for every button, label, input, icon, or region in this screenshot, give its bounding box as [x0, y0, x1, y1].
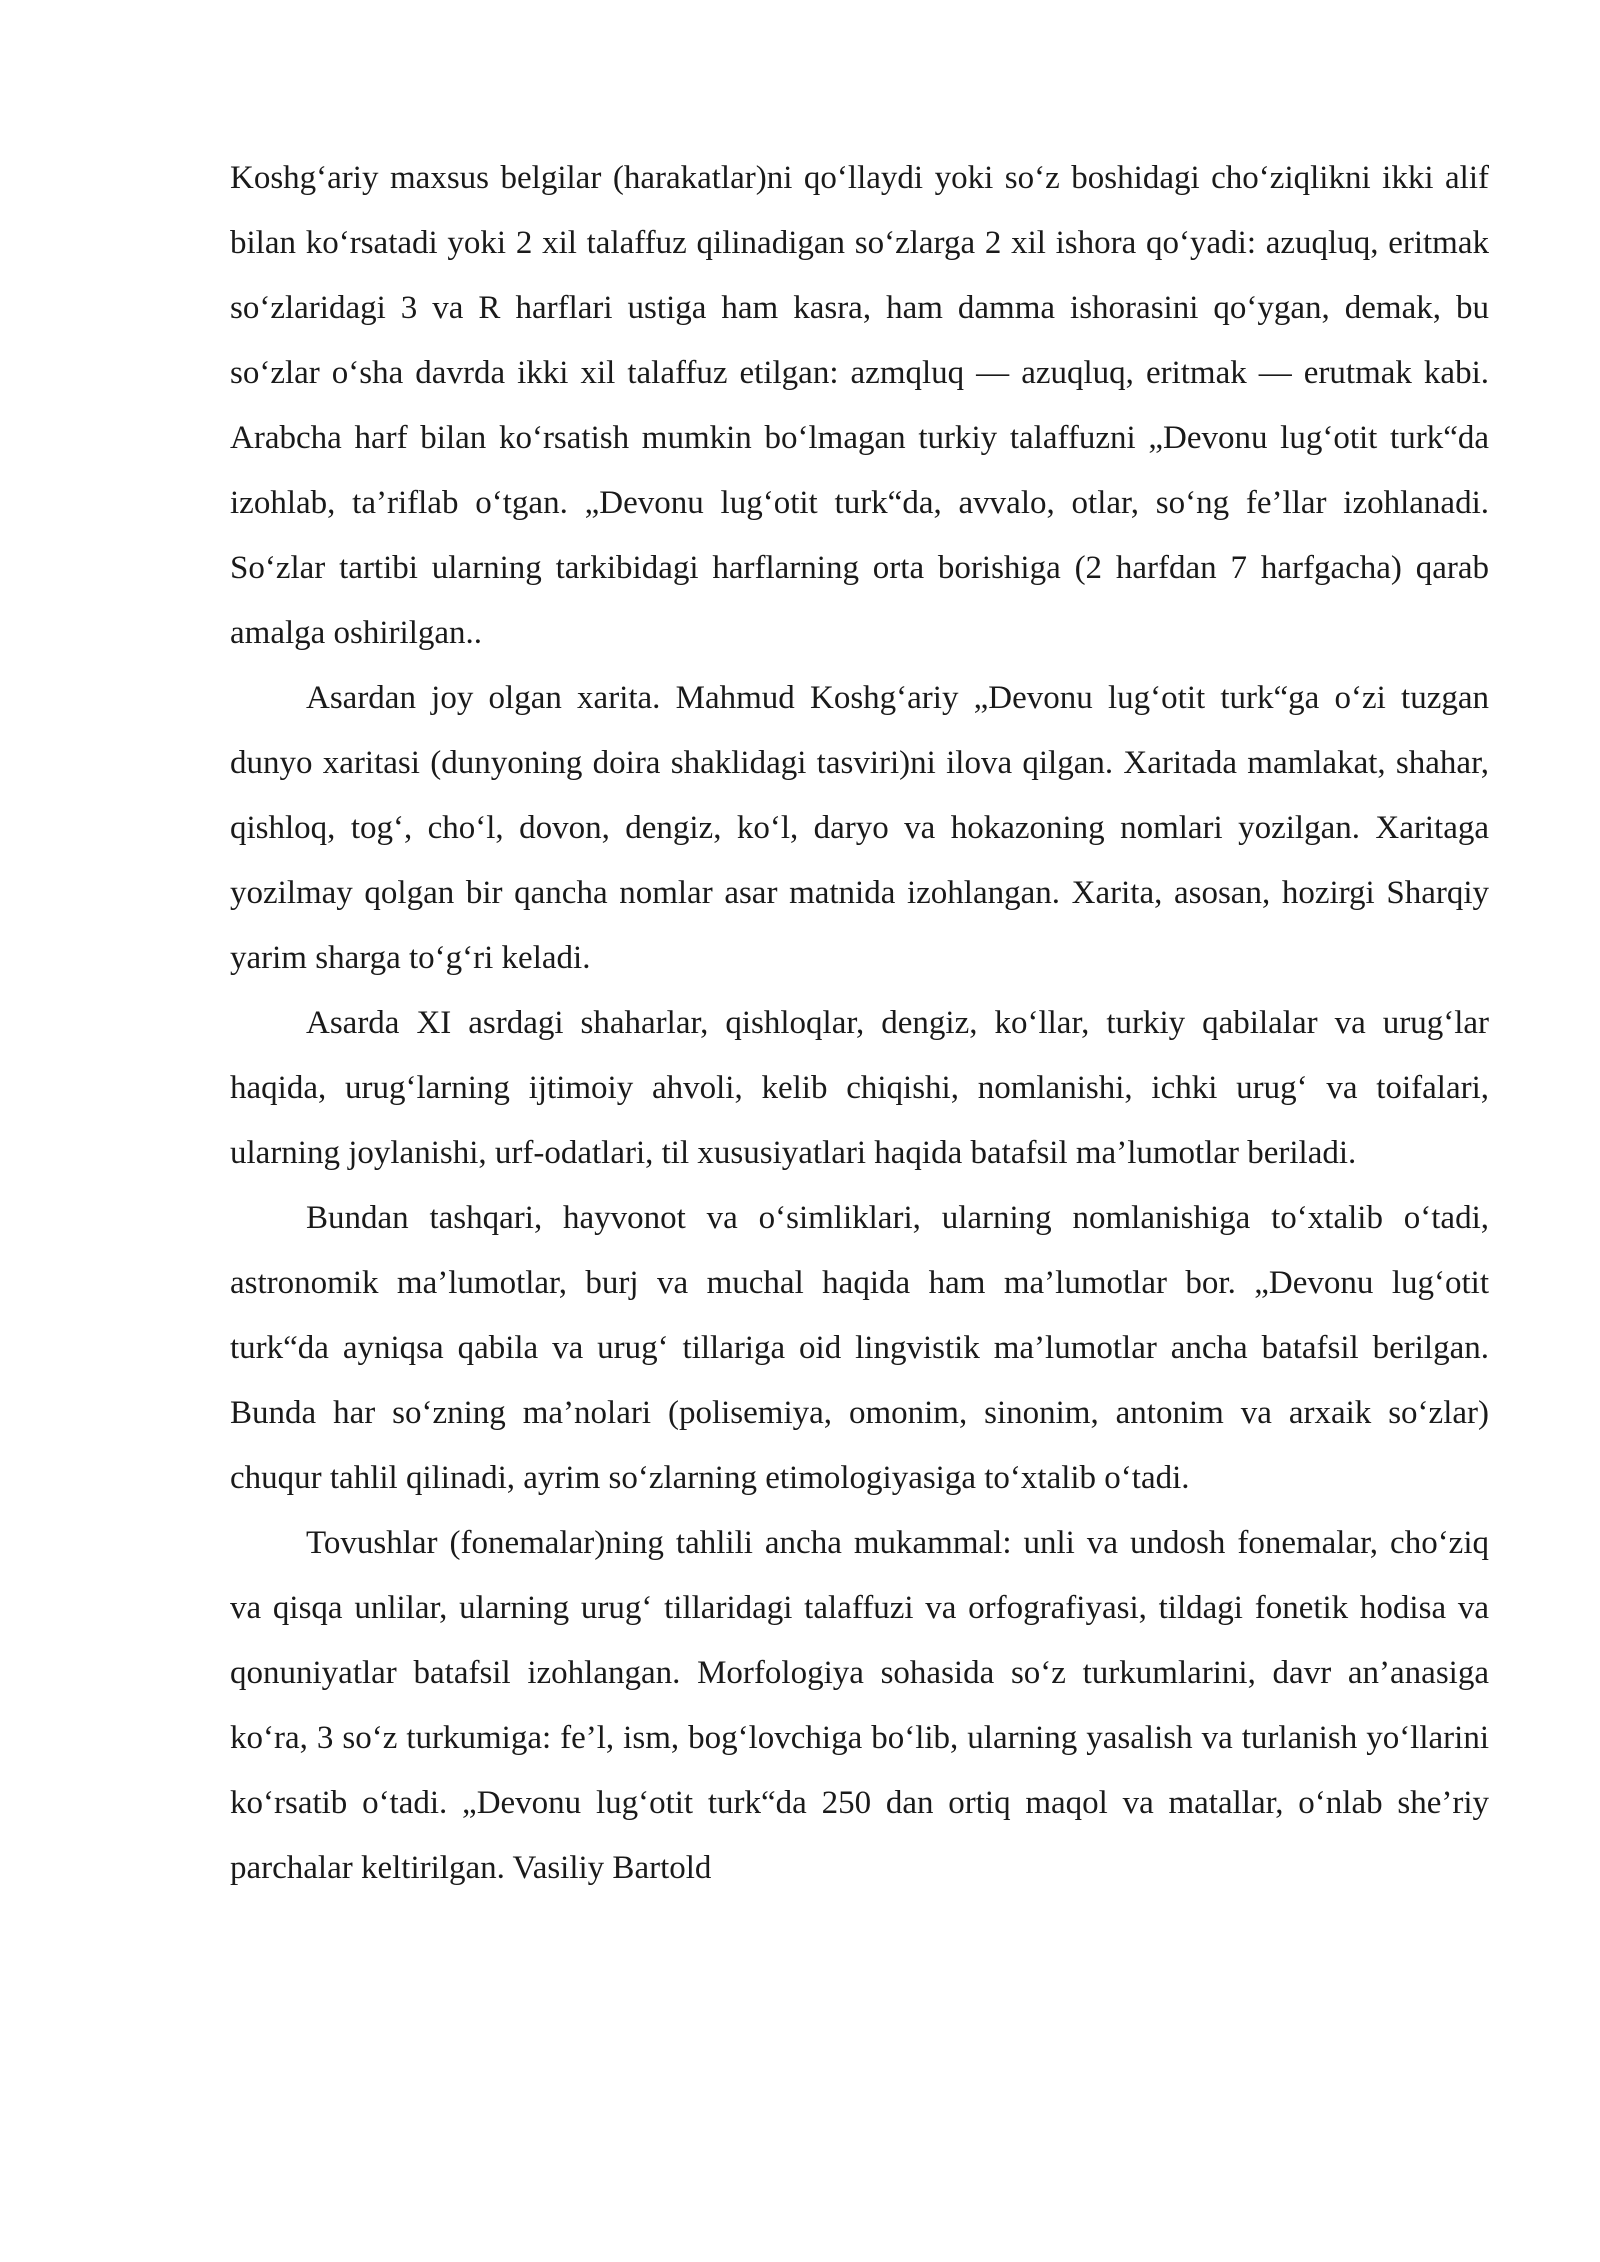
document-page — [230, 146, 1489, 1901]
paragraph-tribes: Asarda XI asrdagi shaharlar, qishloqlar, dengiz, ko‘llar, turkiy qabilalar va urug‘lar haqida, urug‘larning ijtimoiy ahvoli, kelib chiqishi, nomlanishi, ichki urug‘ va toifalari, ularning joylanishi, urf-odatlari, til xususiyatlari haqida batafsil ma’lumotlar beriladi. — [230, 1005, 1489, 1171]
paragraph-map: Asardan joy olgan xarita. Mahmud Koshg‘ariy „Devonu lug‘otit turk“ga o‘zi tuzgan dunyo xaritasi (dunyoning doira shaklidagi tasviri)ni ilova qilgan. Xaritada mamlakat, shahar, qishloq, tog‘, cho‘l, dovon, dengiz, ko‘l, daryo va hokazoning nomlari yozilgan. Xaritaga yozilmay qolgan bir qancha nomlar asar matnida izohlangan. Xarita, asosan, hozirgi Sharqiy yarim sharga to‘g‘ri keladi. — [230, 680, 1489, 976]
paragraph-flora-fauna: Bundan tashqari, hayvonot va o‘simliklari, ularning nomlanishiga to‘xtalib o‘tadi, astronomik ma’lumotlar, burj va muchal haqida ham ma’lumotlar bor. „Devonu lug‘otit turk“da ayniqsa qabila va urug‘ tillariga oid lingvistik ma’lumotlar ancha batafsil berilgan. Bunda har so‘zning ma’nolari (polisemiya, omonim, sinonim, antonim va arxaik so‘zlar) chuqur tahlil qilinadi, ayrim so‘zlarning etimologiyasiga to‘xtalib o‘tadi. — [230, 1200, 1489, 1496]
paragraph-continuation: Koshg‘ariy maxsus belgilar (harakatlar)ni qo‘llaydi yoki so‘z boshidagi cho‘ziqlikni ikki alif bilan ko‘rsatadi yoki 2 xil talaffuz qilinadigan so‘zlarga 2 xil ishora qo‘yadi: azuqluq, eritmak so‘zlaridagi 3 va R harflari ustiga ham kasra, ham damma ishorasini qo‘ygan, demak, bu so‘zlar o‘sha davrda ikki xil talaffuz etilgan: azmqluq — azuqluq, eritmak — erutmak kabi. Arabcha harf bilan ko‘rsatish mumkin bo‘lmagan turkiy talaffuzni „Devonu lug‘otit turk“da izohlab, ta’riflab o‘tgan. „Devonu lug‘otit turk“da, avvalo, otlar, so‘ng fe’llar izohlanadi. So‘zlar tartibi ularning tarkibidagi harflarning orta borishiga (2 harfdan 7 harfgacha) qarab amalga oshirilgan.. — [230, 160, 1489, 651]
paragraph-phonemes: Tovushlar (fonemalar)ning tahlili ancha mukammal: unli va undosh fonemalar, cho‘ziq va qisqa unlilar, ularning urug‘ tillaridagi talaffuzi va orfografiyasi, tildagi fonetik hodisa va qonuniyatlar batafsil izohlangan. Morfologiya sohasida so‘z turkumlarini, davr an’anasiga ko‘ra, 3 so‘z turkumiga: fe’l, ism, bog‘lovchiga bo‘lib, ularning yasalish va turlanish yo‘llarini ko‘rsatib o‘tadi. „Devonu lug‘otit turk“da 250 dan ortiq maqol va matallar, o‘nlab she’riy parchalar keltirilgan. Vasiliy Bartold — [230, 1525, 1489, 1886]
